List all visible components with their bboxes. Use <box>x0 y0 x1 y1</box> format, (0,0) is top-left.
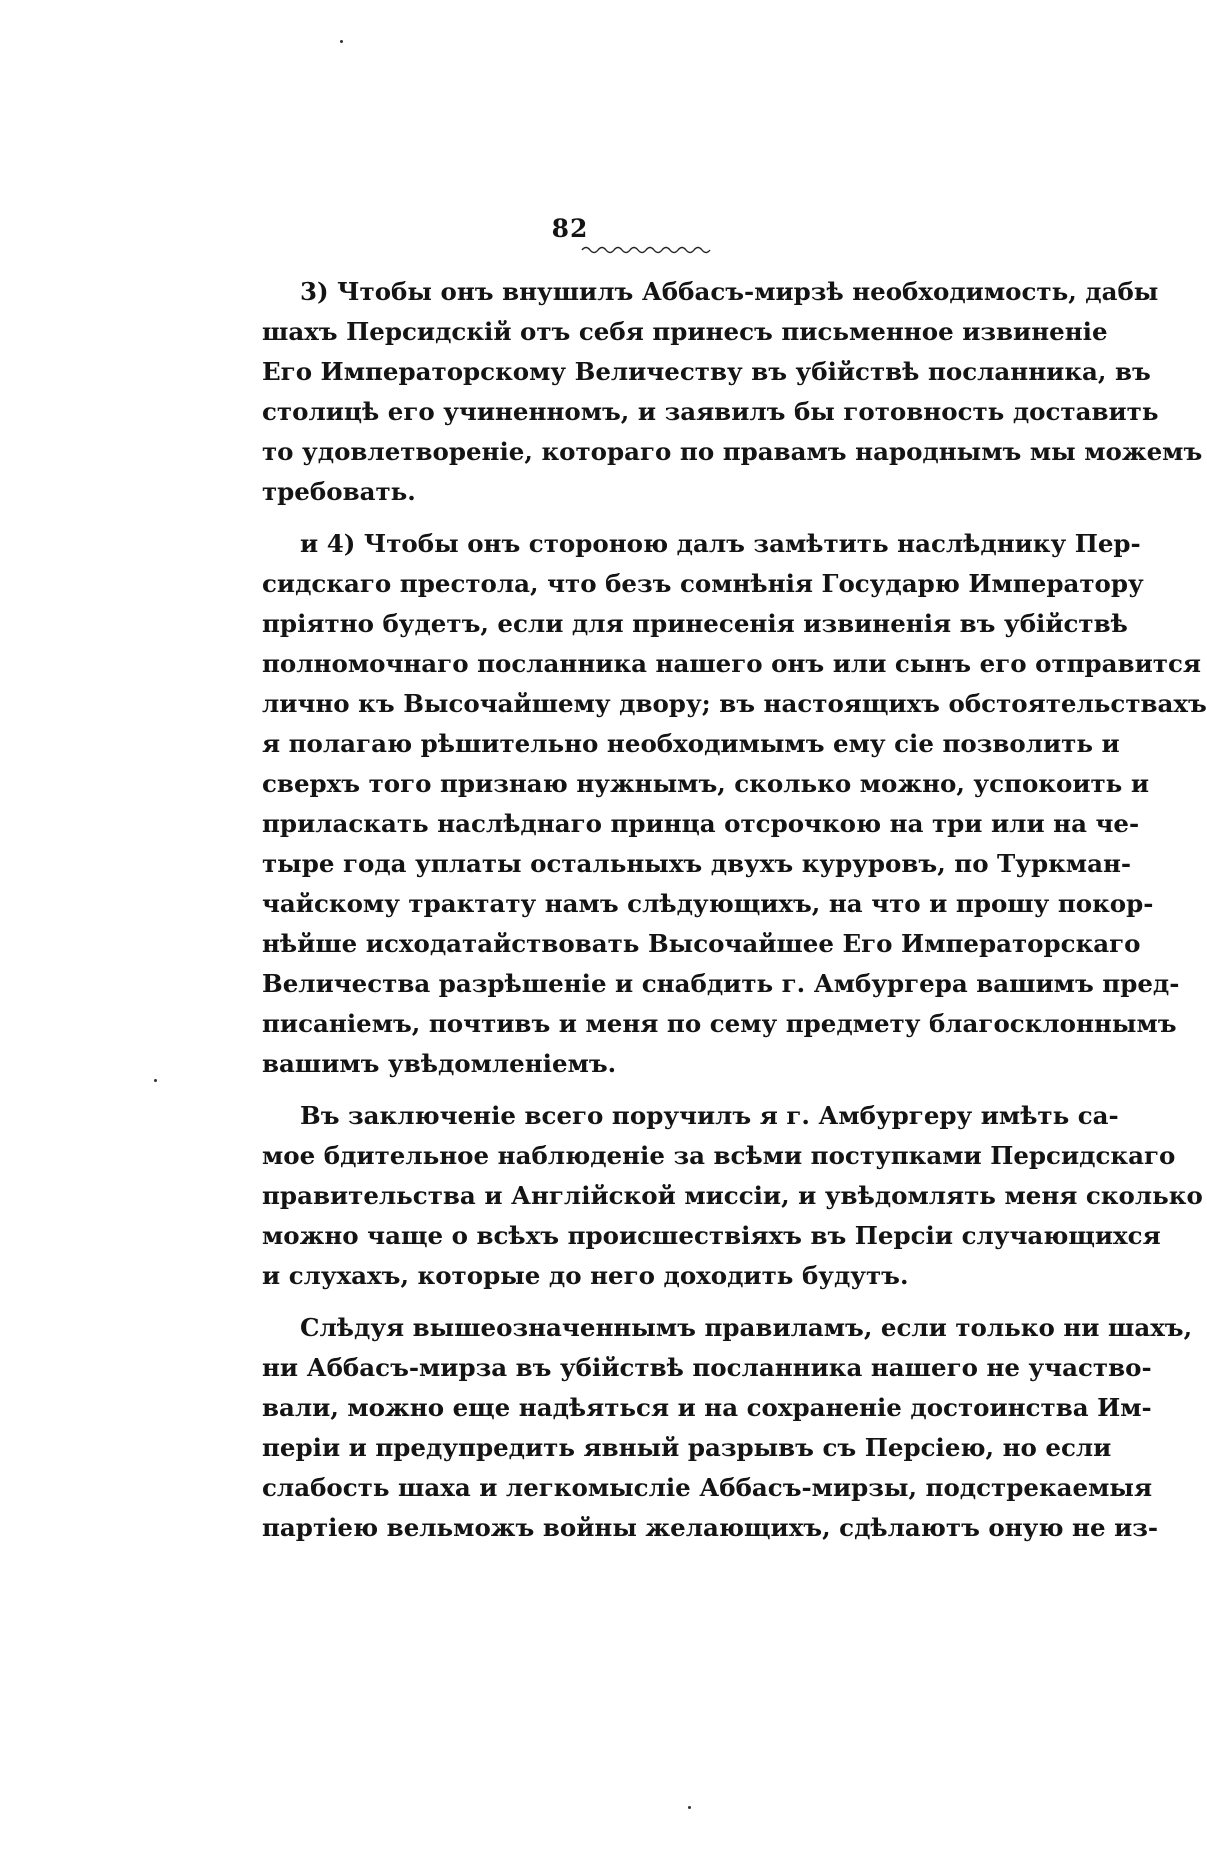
text-line: правительства и Англійской миссіи, и увѣдомлять меня сколько <box>262 1181 1203 1210</box>
text-line: я полагаю рѣшительно необходимымъ ему сіе позволить и <box>262 729 1120 758</box>
scan-speck <box>688 1806 691 1809</box>
text-line: сидскаго престола, что безъ сомнѣнія Государю Императору <box>262 569 1144 598</box>
paragraph <box>262 272 1203 512</box>
text-line: мое бдительное наблюденіе за всѣми поступками Персидскаго <box>262 1141 1176 1170</box>
text-line: нѣйше исходатайствовать Высочайшее Его Императорскаго <box>262 929 1141 958</box>
text-line: сверхъ того признаю нужнымъ, сколько можно, успокоить и <box>262 769 1150 798</box>
text-line: Въ заключеніе всего поручилъ я г. Амбургеру имѣть са- <box>300 1101 1119 1130</box>
text-line: лично къ Высочайшему двору; въ настоящихъ обстоятельствахъ <box>262 689 1207 718</box>
text-line: Величества разрѣшеніе и снабдить г. Амбургера вашимъ пред- <box>262 969 1180 998</box>
text-line: слабость шаха и легкомысліе Аббасъ-мирзы, подстрекаемыя <box>262 1473 1153 1502</box>
scan-speck <box>340 40 343 43</box>
text-line: 3) Чтобы онъ внушилъ Аббасъ-мирзѣ необходимость, дабы <box>300 277 1159 306</box>
text-line: и 4) Чтобы онъ стороною далъ замѣтить наслѣднику Пер- <box>300 529 1141 558</box>
text-line: требовать. <box>262 477 416 506</box>
paragraph <box>262 524 1207 1084</box>
page-number: 82 <box>551 214 589 243</box>
text-line: ни Аббасъ-мирза въ убійствѣ посланника нашего не участво- <box>262 1353 1152 1382</box>
paragraph <box>262 1096 1203 1296</box>
text-line: писаніемъ, почтивъ и меня по сему предмету благосклоннымъ <box>262 1009 1177 1038</box>
text-line: и слухахъ, которые до него доходить будутъ. <box>262 1261 909 1290</box>
text-line: партіею вельможъ войны желающихъ, сдѣлаютъ оную не из- <box>262 1513 1159 1542</box>
text-line: чайскому трактату намъ слѣдующихъ, на что и прошу покор- <box>262 889 1154 918</box>
text-line: можно чаще о всѣхъ происшествіяхъ въ Персіи случающихся <box>262 1221 1161 1250</box>
text-line: вашимъ увѣдомленіемъ. <box>262 1049 617 1078</box>
body-text <box>262 272 1207 1548</box>
text-line: полномочнаго посланника нашего онъ или сынъ его отправится <box>262 649 1201 678</box>
text-line: столицѣ его учиненномъ, и заявилъ бы готовность доставить <box>262 397 1159 426</box>
text-line: тыре года уплаты остальныхъ двухъ куруровъ, по Туркман- <box>262 849 1132 878</box>
text-line: то удовлетвореніе, котораго по правамъ народнымъ мы можемъ <box>262 437 1203 466</box>
text-line: шахъ Персидскій отъ себя принесъ письменное извиненіе <box>262 317 1108 346</box>
scan-speck <box>154 1079 157 1082</box>
paragraph <box>262 1308 1193 1548</box>
text-line: вали, можно еще надѣяться и на сохраненіе достоинства Им- <box>262 1393 1152 1422</box>
text-line: приласкать наслѣднаго принца отсрочкою на три или на че- <box>262 809 1140 838</box>
wavy-rule-ornament <box>580 244 708 254</box>
text-line: пріятно будетъ, если для принесенія извиненія въ убійствѣ <box>262 609 1128 638</box>
text-line: Слѣдуя вышеозначеннымъ правиламъ, если только ни шахъ, <box>300 1313 1193 1342</box>
text-line: Его Императорскому Величеству въ убійствѣ посланника, въ <box>262 357 1151 386</box>
text-line: періи и предупредить явный разрывъ съ Персіею, но если <box>262 1433 1112 1462</box>
